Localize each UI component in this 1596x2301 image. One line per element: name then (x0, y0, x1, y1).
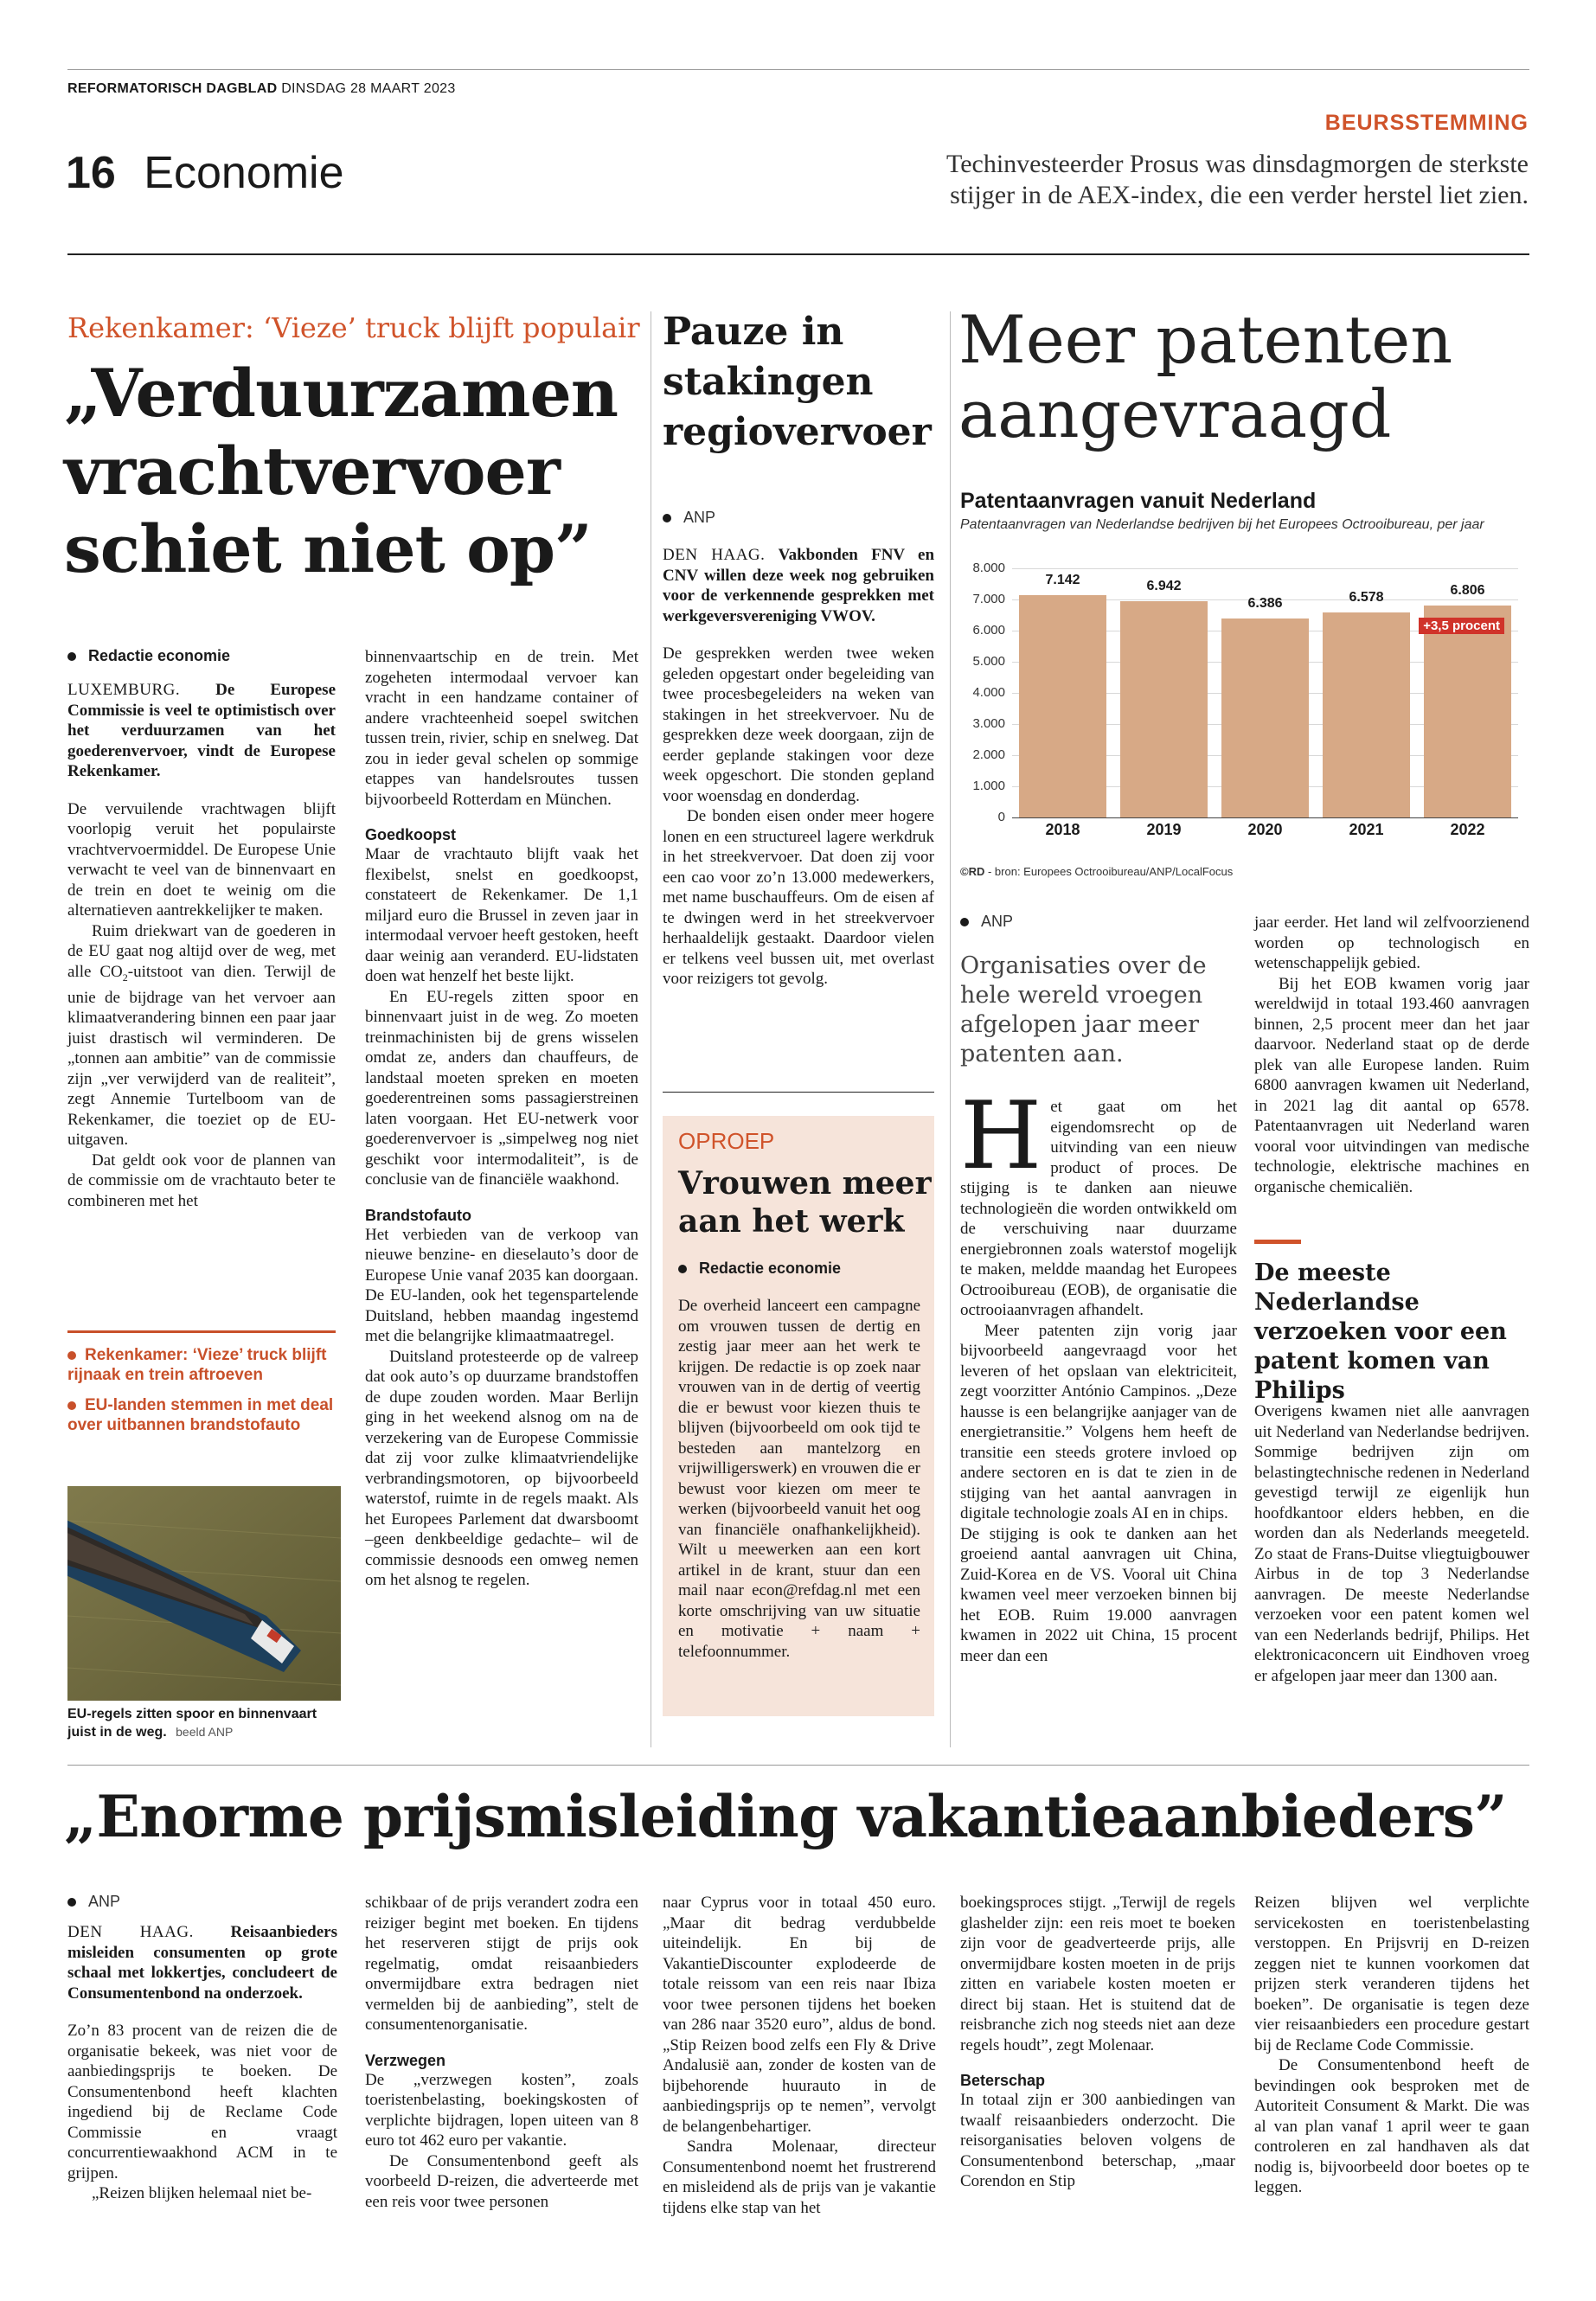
article4-col2 (365, 1893, 638, 2212)
paragraph: De „verzwegen kosten”, zoals toeristenbelasting, boekingskosten of verplichte bijdragen, lopen uiteen van 8 euro tot 462 euro per vakantie. (365, 2070, 638, 2150)
paper-name: REFORMATORISCH DAGBLAD (67, 81, 278, 96)
article2-end-rule (663, 1092, 934, 1093)
x-tick-label: 2019 (1146, 821, 1182, 838)
article1-byline: Redactie economie (67, 647, 230, 665)
dateline: DEN HAAG. (663, 546, 766, 564)
paragraph: De Consumentenbond geeft als voorbeeld D-reizen, die adverteerde met een reis voor twee personen (365, 2151, 638, 2211)
top-rule (67, 69, 1529, 70)
paragraph: Zo’n 83 procent van de reizen die de organisatie bekeek, was niet voor de aanbiedingsprijs te boeken. De Consumentenbond heeft klachten ingediend bij de Reclame Code Commissie en vraagt concurrentiewaakhond ACM in te grijpen. (67, 2022, 337, 2182)
title-line: Vrouwen meer (678, 1165, 932, 1202)
subheading: Verzwegen (365, 2051, 446, 2069)
related-link[interactable]: Rekenkamer: ‘Vieze’ truck blijft rijnaak en trein aftroeven (67, 1345, 344, 1385)
headline-line: vrachtvervoer (64, 433, 560, 510)
y-tick-label: 1.000 (972, 779, 1005, 793)
bar-value-label: 7.142 (1045, 572, 1080, 587)
source-copyright: ©RD (960, 865, 985, 878)
beursstemming-text (946, 149, 1529, 211)
article4-rule (67, 1765, 1529, 1766)
dateline: DEN HAAG. (67, 1923, 194, 1941)
photo-credit: beeld ANP (176, 1725, 234, 1739)
section-header (66, 147, 344, 199)
subheading: Brandstofauto (365, 1206, 471, 1224)
paragraph: In totaal zijn er 300 aanbiedingen van twaalf reisaanbieders onderzocht. Die reisorganisaties beloven volgens de Consumentenbond beterschap, „maar Corendon en Stip (960, 2091, 1235, 2190)
headline-line: Meer patenten (958, 301, 1453, 378)
article2-lead: Vakbonden FNV en CNV willen deze week nog gebruiken voor de verkennende gesprekken met werkgeversvereniging VWOV. (663, 546, 935, 625)
header-rule (67, 253, 1529, 255)
article3-intro: Organisaties over de hele wereld vroegen afgelopen jaar meer patenten aan. (960, 952, 1207, 1067)
paragraph: Sandra Molenaar, directeur Consumentenbond noemt het frustrerend en misleidend als de prijs van je vakantie tijdens elke stap van het (663, 2138, 936, 2217)
article3-col1 (960, 1082, 1237, 1666)
page-number: 16 (66, 148, 116, 198)
paragraph: De stijging is ook te danken aan het groeiend aantal aanvragen uit China, Zuid-Korea en de VS. Vooral uit China kwamen veel meer verzoeken binnen bij het EOB. Ruim 19.000 aanvragen kwamen in 2022 uit China, 15 procent meer dan een (960, 1524, 1237, 1665)
pullquote-accent (1254, 1240, 1301, 1244)
oproep-email-link[interactable]: econ@refdag.nl (752, 1581, 857, 1599)
paragraph: schikbaar of de prijs verandert zodra een reiziger begint met boeken. En tijdens het reserveren stijgt de prijs ook regelmatig, omdat reisaanbieders onvermijdbare extra bedragen niet vermelden bij de aanbieding”, stelt de consumentenorganisatie. (365, 1894, 638, 2034)
paragraph: Meer patenten zijn vorig jaar bijvoorbeeld aangevraagd voor het leveren of het opslaan van elektriciteit, zegt voorzitter António Campinos. „Deze hausse is een belangrijke aanjager van de energietransitie.” Volgens hem heeft de transitie een steeds grotere invloed op andere sectoren en is dat te zien in de stijging van het aantal aanvragen in digitale technologie zoals AI en in chips. (960, 1321, 1237, 1522)
paragraph: De gesprekken werden twee weken geleden opgestart onder begeleiding van twee procesbegeleiders na weken van stakingen in het streekvervoer. Nu de gesprekken deze week doorgaan, zijn de eerder geplande stakingen voor deze week opgeschort. Die stonden gepland voor woensdag en donderdag. (663, 644, 934, 805)
article4-col5 (1254, 1893, 1529, 2198)
bar-value-label: 6.578 (1349, 590, 1384, 606)
article1-col1 (67, 680, 336, 1211)
related-rule (67, 1330, 336, 1333)
y-tick-label: 7.000 (972, 592, 1005, 606)
article2-body (663, 545, 934, 990)
bar (1019, 595, 1106, 817)
gridline (1012, 568, 1518, 569)
article3-byline: ANP (960, 913, 1013, 931)
oproep-body: De overheid lanceert een campagne om vrouwen tussen de dertig en zestig jaar meer aan het werk te krijgen. De redactie is op zoek naar vrouwen van in de dertig of veertig die er bewust voor kiezen thuis te blijven (bijvoorbeeld om ook tijd te besteden aan mantelzorg en vrijwilligerswerk) en vrouwen die er bewust voor kiezen om meer te werken (bijvoorbeeld vanuit het oog van financiële onafhankelijkheid). Wilt u meewerken aan een kort artikel in de krant, stuur dan een mail naar econ@refdag.nl met een korte omschrijving van uw situatie en motivatie + naam + telefoonnummer. (678, 1297, 920, 1661)
headline-line: schiet niet op” (64, 510, 592, 587)
paragraph: naar Cyprus voor in totaal 450 euro. „Maar dit bedrag verdubbelde uiteindelijk. En bij de VakantieDiscounter explodeerde de totale reissom van een reis naar Ibiza voor twee personen tijdens het boeken van 286 naar 3520 euro”, aldus de bond. „Stip Reizen bood zelfs een Fly & Drive Andalusië aan, zonder de kosten van de bijbehorende huurauto in de aanbiedingsprijs op te nemen”, vervolgt de belangenbehartiger. (663, 1894, 936, 2136)
chart-title: Patentaanvragen vanuit Nederland (960, 489, 1317, 513)
paragraph: De bonden eisen onder meer hogere lonen en een structureel lagere werkdruk in het streekvervoer. Dat doen zij voor een cao voor zo’n 13.000 medewerkers, met name buschauffeurs. Om de eisen af te dwingen werd in het streekvervoer herhaaldelijk gestaakt. Daardoor vielen er telkens veel bussen uit, met overlast voor reizigers tot gevolg. (663, 807, 934, 988)
headline-line: stakingen (663, 360, 874, 404)
article4-col4 (960, 1893, 1235, 2192)
y-tick-label: 3.000 (972, 716, 1005, 731)
oproep-box (663, 1116, 934, 1716)
barge-image (67, 1486, 341, 1701)
barge-photo (67, 1486, 341, 1701)
beursstemming-label: BEURSSTEMMING (1324, 111, 1529, 135)
article4-col3 (663, 1893, 936, 2218)
oproep-byline: Redactie economie (678, 1259, 841, 1278)
pullquote: De meeste Nederlandse verzoeken voor een patent komen van Philips (1254, 1259, 1507, 1404)
caption-text: EU-regels zitten spoor en binnenvaart juist in de weg. (67, 1707, 317, 1740)
related-links (67, 1345, 344, 1435)
photo-caption (67, 1706, 344, 1741)
article1-col2 (365, 647, 638, 1591)
related-link[interactable]: EU-landen stemmen in met deal over uitbannen brandstofauto (67, 1395, 344, 1435)
paragraph: Overigens kwamen niet alle aanvragen uit Nederland van Nederlandse bedrijven. Sommige bedrijven zijn om belastingtechnische redenen in Nederland gevestigd terwijl ze eigenlijk hun hoofdkantoor elders hebben, en die worden dan als Nederlands meegeteld. Zo staat de Frans-Duitse vliegtuigbouwer Airbus in de top 3 Nederlandse aanvragen. De meeste Nederlandse verzoeken voor een patent komen wel van een Nederlands bedrijf, Philips. Het elektronicaconcern uit Eindhoven vroeg er afgelopen jaar meer dan 1300 aan. (1254, 1402, 1529, 1685)
article1-headline (64, 355, 618, 588)
paragraph: „Reizen blijken helemaal niet be- (92, 2184, 312, 2202)
x-axis-line (1012, 817, 1518, 818)
headline-line: regiovervoer (663, 410, 932, 454)
bar-value-label: 6.942 (1146, 579, 1182, 594)
beursstemming-line: Techinvesteerder Prosus was dinsdagmorgen de sterkste (945, 150, 1529, 178)
dateline: LUXEMBURG. (67, 681, 181, 699)
article2-headline (663, 307, 932, 458)
subheading: Goedkoopst (365, 826, 457, 843)
subheading: Beterschap (960, 2072, 1046, 2089)
paragraph: Dat geldt ook voor de plannen van de commissie om de vrachtauto beter te combineren met het (67, 1150, 336, 1210)
paragraph: De vervuilende vrachtwagen blijft voorlopig veruit het populairste vrachtvervoermiddel. De Europese Unie verwacht te veel van de binnenvaart en de trein en doet te weinig om die alternatieven aantrekkelijker te maken. (67, 799, 336, 920)
bar (1323, 612, 1410, 817)
article4-headline: „Enorme prijsmisleiding vakantieaanbieders” (64, 1783, 1507, 1850)
paragraph: binnenvaartschip en de trein. Met zogeheten intermodaal vervoer kan vracht in een handzame container of andere vrachteenheid soepel switchen tussen trein, rivier, schip en snelweg. Dat zou in ieder geval schelen op sommige etappes van handelsroutes tussen bijvoorbeeld Rotterdam en München. (365, 648, 638, 809)
article2-byline: ANP (663, 509, 715, 527)
beursstemming-line: stijger in de AEX-index, die een verder herstel liet zien. (950, 181, 1529, 209)
article4-lead: Reisaanbieders misleiden consumenten op grote schaal met lokkertjes, concludeert de Consumentenbond na onderzoek. (67, 1923, 337, 2003)
article4-byline: ANP (67, 1893, 120, 1911)
chart-source (960, 865, 1233, 878)
paragraph: De Consumentenbond heeft de bevindingen ook besproken met de Autoriteit Consument & Markt. Die was al van plan vanaf 1 april weer te gaan controleren en zal handhaven als dat nodig is, bijvoorbeeld door boetes op te leggen. (1254, 2056, 1529, 2196)
source-text: - bron: Europees Octrooibureau/ANP/LocalFocus (987, 865, 1234, 878)
section-title: Economie (144, 148, 344, 198)
bar (1424, 606, 1511, 817)
title-line: aan het werk (678, 1203, 905, 1240)
x-tick-label: 2022 (1450, 821, 1485, 838)
paragraph: Bij het EOB kwamen vorig jaar wereldwijd in totaal 193.460 aanvragen binnen, 2,5 procent meer dan het jaar daarvoor. Nederland staat op de derde plek van alle Europese landen. Ruim 6800 aanvragen kwamen uit Nederland, in 2021 lag dit aantal op 6578. Patentaanvragen uit Nederland waren vooral voor uitvindingen van medische technologie, elektrische machines en organische chemicaliën. (1254, 974, 1529, 1196)
paragraph: Duitsland protesteerde op de valreep dat ook auto’s op duurzame brandstoffen de dupe zouden worden. Maar Berlijn ging in het weekend alsnog om na de verzekering van de Europese Commissie dat zij voor zulke klimaatvriendelijke verbrandingsmotoren, op bijvoorbeeld waterstof, ruimte in de regels maakt. Als het Europees Parlement dat dwarsboomt –geen denkbeeldige gedachte– wil de commissie desnoods een omweg nemen om het alsnog te regelen. (365, 1347, 638, 1589)
y-tick-label: 6.000 (972, 623, 1005, 638)
article3-col3 (1254, 1401, 1529, 1686)
x-tick-label: 2018 (1045, 821, 1080, 838)
y-tick-label: 0 (997, 810, 1005, 824)
article1-lead: De Europese Commissie is veel te optimistisch over het verduurzamen van het goederenvervoer, vindt de Europese Rekenkamer. (67, 681, 336, 780)
chart-subtitle: Patentaanvragen van Nederlandse bedrijven bij het Europees Octrooibureau, per jaar (960, 517, 1484, 532)
bar (1221, 619, 1309, 817)
headline-line: „Verduurzamen (64, 355, 619, 432)
oproep-title (678, 1164, 932, 1240)
paragraph: boekingsproces stijgt. „Terwijl de regels glashelder zijn: een reis moet te boeken zijn voor de geadverteerde prijs, alle onvermijdbare kosten moeten in de prijs zitten en variabele kosten moeten er direct bij staan. Het is stuitend dat de reisbranche zich nog steeds niet aan deze regels houdt”, zegt Molenaar. (960, 1894, 1235, 2054)
growth-annotation: +3,5 procent (1419, 618, 1504, 634)
paragraph: En EU-regels zitten spoor en binnenvaart juist in de weg. Zo moeten treinmachinisten bij de grens wisselen omdat ze, anders dan chauffeurs, de landstaal moeten spreken en moeten goederentreinen soms passagierstreinen laten voorgaan. Het EU-netwerk voor goederenvervoer is „simpelweg nog niet geschikt voor intermodaliteit”, is de conclusie van de financiële waakhond. (365, 987, 638, 1189)
y-tick-label: 4.000 (972, 685, 1005, 700)
x-tick-label: 2020 (1247, 821, 1283, 838)
x-tick-label: 2021 (1349, 821, 1384, 838)
y-tick-label: 8.000 (972, 561, 1005, 575)
article3-col2 (1254, 913, 1529, 1197)
column-divider (950, 311, 951, 1747)
paragraph: jaar eerder. Het land wil zelfvoorzienend worden op technologisch en wetenschappelijk gebied. (1254, 913, 1529, 972)
headline-line: aangevraagd (958, 375, 1392, 452)
headline-line: Pauze in (663, 310, 844, 354)
y-tick-label: 2.000 (972, 747, 1005, 762)
issue-date: DINSDAG 28 MAART 2023 (281, 81, 456, 96)
article3-headline (958, 303, 1452, 452)
chart-plot (960, 558, 1531, 852)
dropcap: H (960, 1082, 1042, 1190)
patent-chart (960, 489, 1531, 882)
masthead-line (67, 81, 456, 97)
bar-value-label: 6.806 (1450, 582, 1485, 598)
article1-kicker: Rekenkamer: ‘Vieze’ truck blijft populair (67, 311, 640, 344)
paragraph: Reizen blijven wel verplichte servicekosten en toeristenbelasting verstoppen. En Prijsvrij en D-reizen zeggen niet te kunnen voorkomen dat prijzen sterk veranderen tijdens het boeken”. De organisatie is tegen deze vier reisaanbieders een procedure gestart bij de Reclame Code Commissie. (1254, 1894, 1529, 2054)
paragraph: Maar de vrachtauto blijft vaak het flexibelst, snelst en goedkoopst, constateert de Rekenkamer. De 1,1 miljard euro die Brussel in zeven jaar in intermodaal vervoer heeft gestoken, heeft daar weinig aan veranderd. EU-lidstaten doen wat henzelf het beste lijkt. (365, 845, 638, 985)
article4-col1 (67, 1922, 337, 2204)
y-tick-label: 5.000 (972, 654, 1005, 669)
bar-value-label: 6.386 (1247, 596, 1283, 612)
paragraph: Ruim driekwart van de goederen in de EU gaat nog altijd over de weg, met alle $CO_2$-uitstoot van dien. Terwijl de unie de bijdrage van het vervoer aan klimaatverandering binnen een paar jaar juist drastisch wil verminderen. De „tonnen aan ambitie” van de commissie zijn „ver verwijderd van de realiteit”, zegt Annemie Turtelboom van de Rekenkamer, die toeziet op de EU-uitgaven. (67, 921, 336, 1150)
paragraph: Het verbieden van de verkoop van nieuwe benzine- en dieselauto’s door de Europese Unie vanaf 2035 kan doorgaan. De EU-landen, ook het tegenspartelende Duitsland, hebben maandag ingestemd met die belangrijke klimaatmaatregel. (365, 1225, 638, 1345)
bar (1120, 601, 1208, 817)
oproep-label: OPROEP (678, 1128, 775, 1154)
paragraph: et gaat om het eigendomsrecht op de uitvinding van een nieuw product of proces. De stijging is te danken aan nieuwe technologieën die worden ontwikkeld om de verschuiving naar duurzame energiebronnen zoals waterstof mogelijk te maken, meldde maandag het Europees Octrooibureau (EOB), de organisatie die octrooiaanvragen afhandelt. (960, 1098, 1237, 1319)
